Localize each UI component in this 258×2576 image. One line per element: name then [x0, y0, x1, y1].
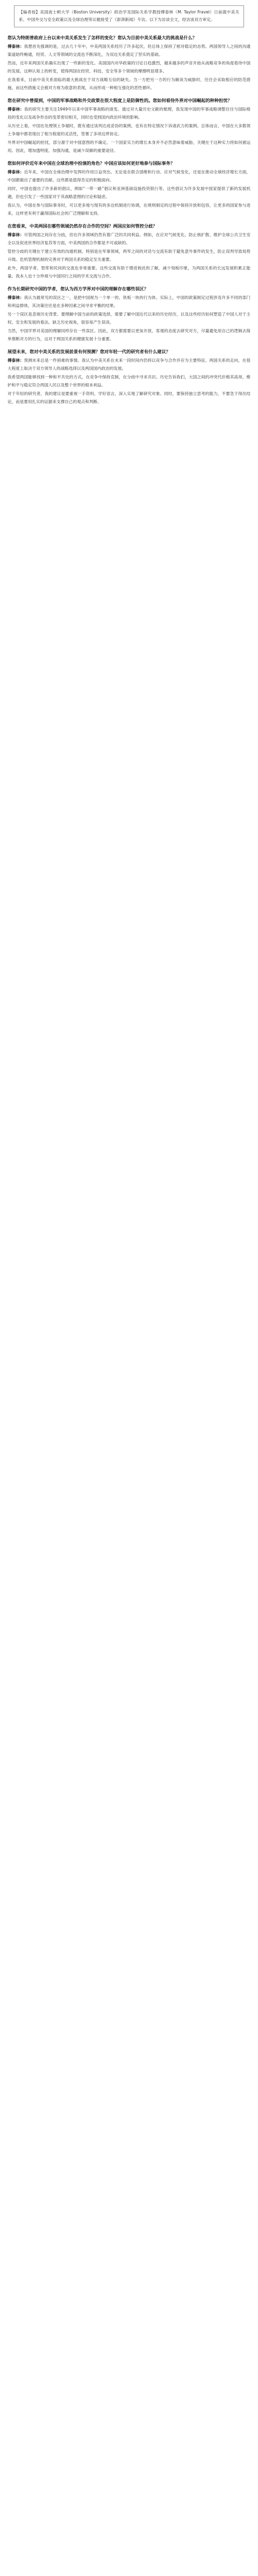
question: 您认为特朗普政府上台以来中美关系发生了怎样的变化？您认为目前中美关系最大的挑战是什么？ — [8, 35, 197, 40]
speaker-label: 傅泰林： — [8, 232, 24, 237]
answer-paragraph: 我希望两国能够找到一种和平共处的方式，在竞争中保持克制，在分歧中寻求共识。历史告诉我们，大国之间的冲突代价极其高昂，维护和平与稳定符合两国人民以及整个世界的根本利益。 — [8, 375, 250, 387]
answer-paragraph — [8, 356, 250, 372]
answer-text: 预测未来总是一件困难的事情。我认为中美关系在未来一段时间内仍将以竞争与合作并存为主要特征。两国关系的走向，在很大程度上取决于双方领导人的战略选择以及两国国内政治的发展。 — [8, 358, 251, 371]
answer-paragraph: 在我看来，目前中美关系面临的最大挑战在于双方战略互信的缺失。当一方把另一方的行为解读为威胁时，往往会采取相应的防范措施，而这些措施又会被对方视为敌意的表现，从而形成一种相互强化的恶性循环。 — [8, 77, 250, 90]
answer-paragraph — [8, 168, 250, 184]
question: 在您看来，中美两国在哪些领域仍然存在合作的空间？两国应如何管控分歧？ — [8, 223, 157, 229]
answer-paragraph: 外界对中国崛起的担忧，部分源于对中国意图的不确定。一个国家实力的增长本身并不必然意味着威胁，关键在于这种实力将如何被运用。因此，增加透明度、加强沟通，是减少误解的重要途径。 — [8, 140, 250, 153]
question: 您在研究中曾提到，中国的军事战略和外交政策在很大程度上是防御性的。您如何看待外界对中国崛起的种种担忧？ — [8, 98, 232, 103]
speaker-label: 傅泰林： — [8, 295, 24, 300]
answer-paragraph: 管控分歧的关键在于建立有效的沟通机制。特别是在军事领域，两军之间的对话与交流有助于避免意外事件的发生，防止误判导致局势升级。危机管理机制的完善对于两国关系的稳定至关重要。 — [8, 249, 250, 262]
answer-text: 我的研究主要关注1949年以来中国军事战略的演变。通过对大量历史文献的梳理，我发现中国的军事战略调整往往与国际格局的变化以及战争形态的变革密切相关，同时也受到国内政治环境的影响。 — [8, 107, 250, 120]
answer-paragraph: 当然，中国学界对美国的理解同样存在一些误区。因此，双方都需要以更加开放、客观的态度去研究对方，尽量避免用自己的逻辑去简单推断对方的行为，这对于两国关系的健康发展十分重要。 — [8, 328, 250, 341]
answer — [8, 356, 250, 406]
qa-block — [8, 34, 250, 92]
answer — [8, 294, 250, 343]
answer-paragraph: 另一个误区是忽视历史背景。要理解中国当前的政策选择，需要了解中国近代以来的历史经历，以及这些经历如何塑造了中国人对于主权、安全和发展的看法。缺乏历史视角，很容易产生误读。 — [8, 312, 250, 325]
question: 作为长期研究中国的学者，您认为西方学界对中国的理解存在哪些误区？ — [8, 286, 149, 291]
speaker-label: 傅泰林： — [8, 170, 24, 174]
answer-paragraph: 从历史上看，中国在处理领土争端时，既有通过谈判达成妥协的案例，也有在特定情况下诉诸武力的案例。总体而言，中国在大多数领土争端中都表现出了相当程度的灵活性，签署了多项边界协定。 — [8, 123, 250, 136]
answer — [8, 42, 250, 92]
qa-block — [8, 222, 250, 280]
answer-text: 我认为最常见的误区之一，是把中国视为一个单一的、铁板一块的行为体。实际上，中国的政策制定过程涉及许多不同的部门和利益群体，其决策往往是在多种因素之间寻求平衡的结果。 — [8, 295, 251, 308]
editor-note-text: 【编者按】美国波士顿大学（Boston University）政治学及国际关系学教授傅泰林（M. Taylor Fravel）日前就中美关系、中国外交与安全政策以及全球治理等议题接受了《澎湃新闻》专访。以下为访谈全文，经访谈双方审定。 — [19, 10, 239, 22]
answer-paragraph — [8, 105, 250, 121]
speaker-label: 傅泰林： — [8, 358, 24, 363]
editor-note-box — [14, 5, 244, 27]
answer-paragraph — [8, 294, 250, 310]
answer-paragraph: 此外，两国学者、智库和民间的交流也非常重要。这些交流有助于增进彼此的了解，减少刻板印象，为两国关系的长远发展积累正能量。我本人也十分珍视与中国同行之间的学术交流与合作。 — [8, 266, 250, 279]
qa-block — [8, 285, 250, 343]
answer-paragraph: 然而，近年来两国关系确实出现了一些新的变化。美国国内对华政策的讨论日趋激烈，越来越多的声音开始从战略竞争的角度看待中国的发展。这种认知上的转变，使得两国在经贸、科技、安全等多个领域的摩擦明显增多。 — [8, 61, 250, 74]
answer-paragraph: 我认为，中国在参与国际事务时，可以更多地与现有的多边机制进行协调，在规则制定的过程中保持开放和包容，让更多的国家参与进来，这样更有利于赢得国际社会的广泛理解和支持。 — [8, 203, 250, 216]
answer — [8, 168, 250, 217]
question: 展望未来，您对中美关系的发展前景有何预测？您对年轻一代的研究者有什么建议？ — [8, 349, 170, 354]
answer-text: 近年来，中国在全球治理中发挥的作用日益突出。无论是在联合国维和行动、应对气候变化，还是在推动全球经济增长方面，中国都做出了重要的贡献。这些都是值得肯定的积极面向。 — [8, 170, 251, 182]
answer-paragraph: 同时，中国也提出了许多新的倡议，例如“一带一路”倡议和亚洲基础设施投资银行等。这些倡议为许多发展中国家提供了新的发展机遇，但也引发了一些国家对于其战略意图的讨论和疑虑。 — [8, 186, 250, 199]
answer — [8, 231, 250, 280]
answer — [8, 105, 250, 155]
qa-block — [8, 97, 250, 155]
speaker-label: 傅泰林： — [8, 107, 24, 112]
qa-block — [8, 159, 250, 217]
answer-paragraph — [8, 42, 250, 58]
speaker-label: 傅泰林： — [8, 44, 24, 49]
answer-paragraph — [8, 231, 250, 247]
answer-text: 我想首先强调的是，过去几十年中，中美两国关系经历了许多起伏，但总体上保持了相对稳定的态势。两国领导人之间的沟通渠道始终畅通，经贸、人文等领域的交流也不断深化，为双边关系奠定了坚实的基础。 — [8, 44, 251, 57]
question: 您如何评价近年来中国在全球治理中扮演的角色？中国应该如何更好地参与国际事务？ — [8, 160, 175, 166]
answer-paragraph: 对于年轻的研究者，我的建议是要重视一手资料，学好语言，深入实地了解研究对象。同时，要保持独立思考的能力，不要急于得出结论，而是要用扎实的证据来支撑自己的观点和判断。 — [8, 391, 250, 404]
qa-block — [8, 348, 250, 406]
answer-text: 尽管两国之间存在分歧，但在许多领域仍然有着广泛的共同利益。例如，在应对气候变化、防止核扩散、维护全球公共卫生安全以及促进世界经济复苏等方面，中美两国的合作都是不可或缺的。 — [8, 232, 251, 245]
